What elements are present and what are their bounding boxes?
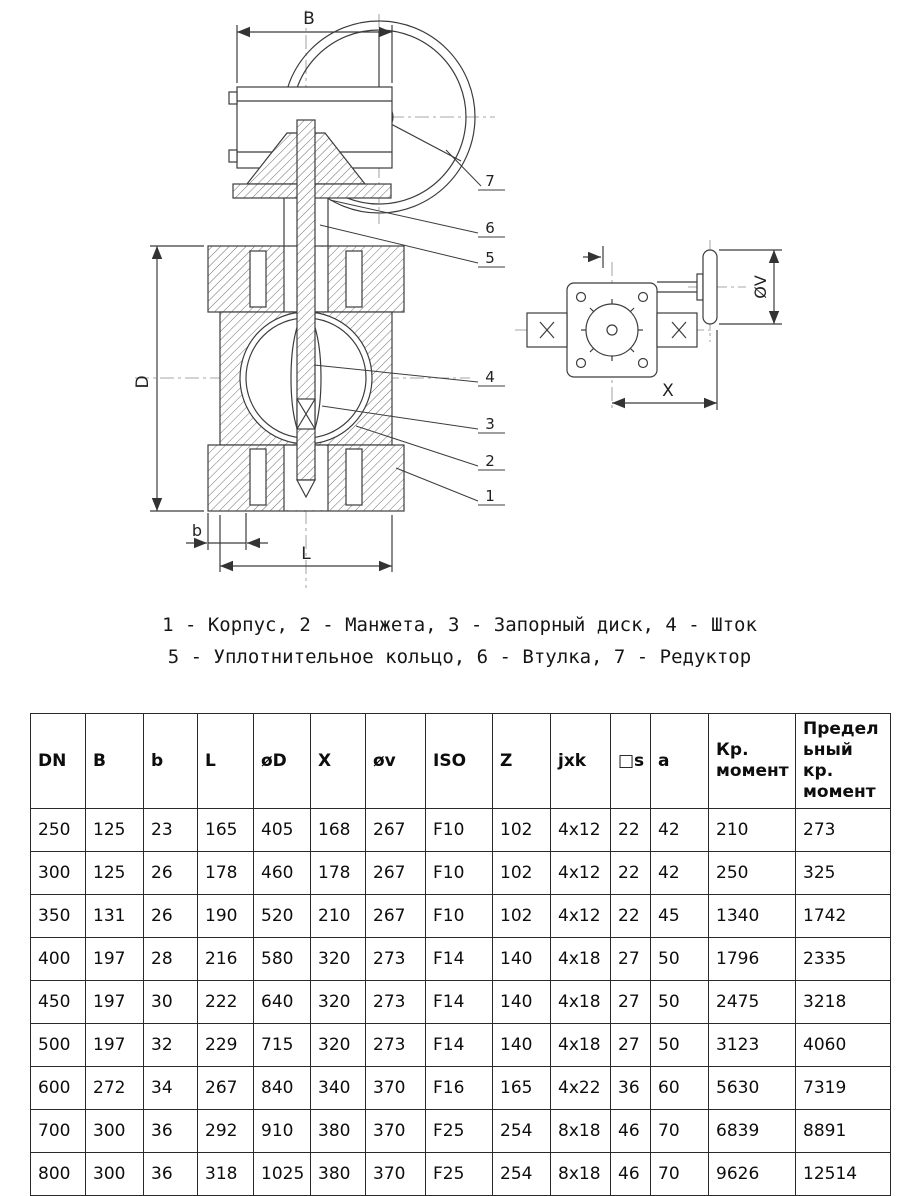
dim-label-B: B [303, 9, 315, 29]
table-cell: 165 [493, 1067, 551, 1110]
table-cell: 60 [651, 1067, 709, 1110]
table-cell: 273 [366, 981, 426, 1024]
table-cell: 380 [311, 1110, 366, 1153]
table-cell: 254 [493, 1153, 551, 1196]
dim-label-D: D [133, 375, 153, 389]
table-cell: 46 [611, 1110, 651, 1153]
table-cell: 2335 [796, 938, 891, 981]
column-header: L [198, 714, 254, 809]
table-cell: 700 [31, 1110, 86, 1153]
table-cell: 267 [366, 852, 426, 895]
table-cell: 8x18 [551, 1153, 611, 1196]
table-row [31, 1024, 891, 1067]
table-cell: 292 [198, 1110, 254, 1153]
table-cell: 42 [651, 852, 709, 895]
table-cell: 102 [493, 852, 551, 895]
table-cell: 273 [366, 938, 426, 981]
table-cell: 370 [366, 1067, 426, 1110]
table-cell: 46 [611, 1153, 651, 1196]
table-row [31, 1153, 891, 1196]
table-cell: 6839 [709, 1110, 796, 1153]
dimensions-table [30, 713, 891, 1196]
callout-1: 1 [485, 487, 495, 505]
column-header: a [651, 714, 709, 809]
table-cell: 4060 [796, 1024, 891, 1067]
table-row [31, 981, 891, 1024]
table-cell: 370 [366, 1153, 426, 1196]
valve-stem [297, 120, 315, 497]
table-cell: 715 [254, 1024, 311, 1067]
table-cell: 26 [144, 852, 198, 895]
column-header: ISO [426, 714, 493, 809]
table-cell: 102 [493, 895, 551, 938]
valve-technical-drawing [0, 0, 919, 595]
table-row [31, 1067, 891, 1110]
table-cell: F10 [426, 895, 493, 938]
table-cell: 272 [86, 1067, 144, 1110]
callout-2: 2 [485, 452, 495, 470]
table-cell: 300 [86, 1110, 144, 1153]
callout-3: 3 [485, 415, 495, 433]
table-cell: 3218 [796, 981, 891, 1024]
legend-line-1: 1 - Корпус, 2 - Манжета, 3 - Запорный диск, 4 - Шток [162, 614, 757, 636]
table-cell: 22 [611, 809, 651, 852]
table-cell: 50 [651, 1024, 709, 1067]
table-cell: 210 [311, 895, 366, 938]
table-cell: 320 [311, 938, 366, 981]
table-cell: 8891 [796, 1110, 891, 1153]
table-cell: 460 [254, 852, 311, 895]
column-header: øv [366, 714, 426, 809]
dimension-D [133, 246, 204, 511]
table-row [31, 852, 891, 895]
table-cell: 125 [86, 852, 144, 895]
table-cell: 7319 [796, 1067, 891, 1110]
dimensions-table-wrap [30, 713, 890, 1196]
table-cell: 229 [198, 1024, 254, 1067]
table-cell: 4x22 [551, 1067, 611, 1110]
table-cell: 178 [311, 852, 366, 895]
table-cell: 34 [144, 1067, 198, 1110]
table-cell: 600 [31, 1067, 86, 1110]
table-cell: 197 [86, 938, 144, 981]
table-header-row [31, 714, 891, 809]
table-cell: F14 [426, 938, 493, 981]
front-view [133, 9, 505, 588]
table-cell: 27 [611, 938, 651, 981]
table-cell: 22 [611, 895, 651, 938]
table-cell: 4x12 [551, 852, 611, 895]
table-cell: 210 [709, 809, 796, 852]
table-cell: 165 [198, 809, 254, 852]
column-header: øD [254, 714, 311, 809]
table-cell: 450 [31, 981, 86, 1024]
dim-label-L: L [301, 544, 311, 564]
table-cell: 9626 [709, 1153, 796, 1196]
table-cell: 254 [493, 1110, 551, 1153]
table-cell: 190 [198, 895, 254, 938]
table-cell: 350 [31, 895, 86, 938]
table-cell: 5630 [709, 1067, 796, 1110]
table-cell: 102 [493, 809, 551, 852]
table-cell: 910 [254, 1110, 311, 1153]
table-cell: 3123 [709, 1024, 796, 1067]
parts-legend [0, 609, 919, 673]
table-cell: 42 [651, 809, 709, 852]
table-cell: 1742 [796, 895, 891, 938]
table-cell: 131 [86, 895, 144, 938]
table-cell: 4x18 [551, 981, 611, 1024]
table-cell: 27 [611, 981, 651, 1024]
dim-label-X: X [662, 381, 674, 401]
table-cell: 300 [31, 852, 86, 895]
table-cell: F14 [426, 1024, 493, 1067]
table-cell: 197 [86, 981, 144, 1024]
table-cell: 140 [493, 981, 551, 1024]
column-header: Z [493, 714, 551, 809]
callout-4: 4 [485, 368, 495, 386]
table-cell: 370 [366, 1110, 426, 1153]
table-cell: 840 [254, 1067, 311, 1110]
side-view [515, 240, 782, 410]
table-cell: 800 [31, 1153, 86, 1196]
table-cell: 28 [144, 938, 198, 981]
table-cell: 340 [311, 1067, 366, 1110]
table-cell: 300 [86, 1153, 144, 1196]
table-cell: 45 [651, 895, 709, 938]
callout-5: 5 [485, 249, 495, 267]
table-cell: 500 [31, 1024, 86, 1067]
column-header: B [86, 714, 144, 809]
dim-label-phi-v: ØV [751, 275, 770, 299]
column-header: DN [31, 714, 86, 809]
callout-6: 6 [485, 219, 495, 237]
table-cell: 222 [198, 981, 254, 1024]
table-cell: 140 [493, 1024, 551, 1067]
table-cell: 50 [651, 938, 709, 981]
table-cell: F10 [426, 809, 493, 852]
table-cell: 168 [311, 809, 366, 852]
table-cell: 520 [254, 895, 311, 938]
table-cell: 30 [144, 981, 198, 1024]
table-cell: F25 [426, 1110, 493, 1153]
table-cell: 580 [254, 938, 311, 981]
table-cell: 26 [144, 895, 198, 938]
table-cell: 70 [651, 1110, 709, 1153]
side-body [567, 283, 657, 377]
dimension-b [186, 513, 268, 550]
column-header: X [311, 714, 366, 809]
table-cell: 4x18 [551, 938, 611, 981]
table-cell: 1025 [254, 1153, 311, 1196]
table-cell: 320 [311, 1024, 366, 1067]
table-cell: 12514 [796, 1153, 891, 1196]
table-cell: 325 [796, 852, 891, 895]
table-cell: 50 [651, 981, 709, 1024]
reference-arrow [583, 246, 603, 268]
table-cell: 405 [254, 809, 311, 852]
table-cell: 273 [796, 809, 891, 852]
column-header: jxk [551, 714, 611, 809]
column-header: Предельный кр. момент [796, 714, 891, 809]
table-row [31, 809, 891, 852]
table-cell: 140 [493, 938, 551, 981]
column-header: Кр. момент [709, 714, 796, 809]
table-row [31, 1110, 891, 1153]
table-cell: 4x12 [551, 895, 611, 938]
table-cell: 197 [86, 1024, 144, 1067]
table-cell: 267 [366, 895, 426, 938]
table-cell: 267 [198, 1067, 254, 1110]
dimension-phi-v [719, 250, 782, 324]
table-cell: 267 [366, 809, 426, 852]
column-header: b [144, 714, 198, 809]
callout-7: 7 [485, 172, 495, 190]
table-cell: F16 [426, 1067, 493, 1110]
table-cell: 4x18 [551, 1024, 611, 1067]
table-cell: 23 [144, 809, 198, 852]
table-cell: F25 [426, 1153, 493, 1196]
table-cell: F14 [426, 981, 493, 1024]
table-cell: 125 [86, 809, 144, 852]
table-cell: 320 [311, 981, 366, 1024]
table-cell: 640 [254, 981, 311, 1024]
table-cell: 250 [709, 852, 796, 895]
table-cell: 178 [198, 852, 254, 895]
table-cell: 380 [311, 1153, 366, 1196]
table-cell: 36 [144, 1153, 198, 1196]
table-row [31, 895, 891, 938]
table-cell: 32 [144, 1024, 198, 1067]
table-cell: 70 [651, 1153, 709, 1196]
table-cell: 22 [611, 852, 651, 895]
table-cell: 318 [198, 1153, 254, 1196]
table-cell: 273 [366, 1024, 426, 1067]
table-row [31, 938, 891, 981]
table-cell: 1796 [709, 938, 796, 981]
table-cell: 8x18 [551, 1110, 611, 1153]
table-cell: 36 [144, 1110, 198, 1153]
table-cell: 36 [611, 1067, 651, 1110]
legend-line-2: 5 - Уплотнительное кольцо, 6 - Втулка, 7 - Редуктор [167, 646, 752, 668]
table-cell: 216 [198, 938, 254, 981]
table-cell: 1340 [709, 895, 796, 938]
table-cell: 27 [611, 1024, 651, 1067]
table-cell: F10 [426, 852, 493, 895]
dim-label-b: b [191, 521, 203, 540]
table-cell: 4x12 [551, 809, 611, 852]
table-cell: 400 [31, 938, 86, 981]
table-cell: 250 [31, 809, 86, 852]
column-header: □s [611, 714, 651, 809]
table-cell: 2475 [709, 981, 796, 1024]
